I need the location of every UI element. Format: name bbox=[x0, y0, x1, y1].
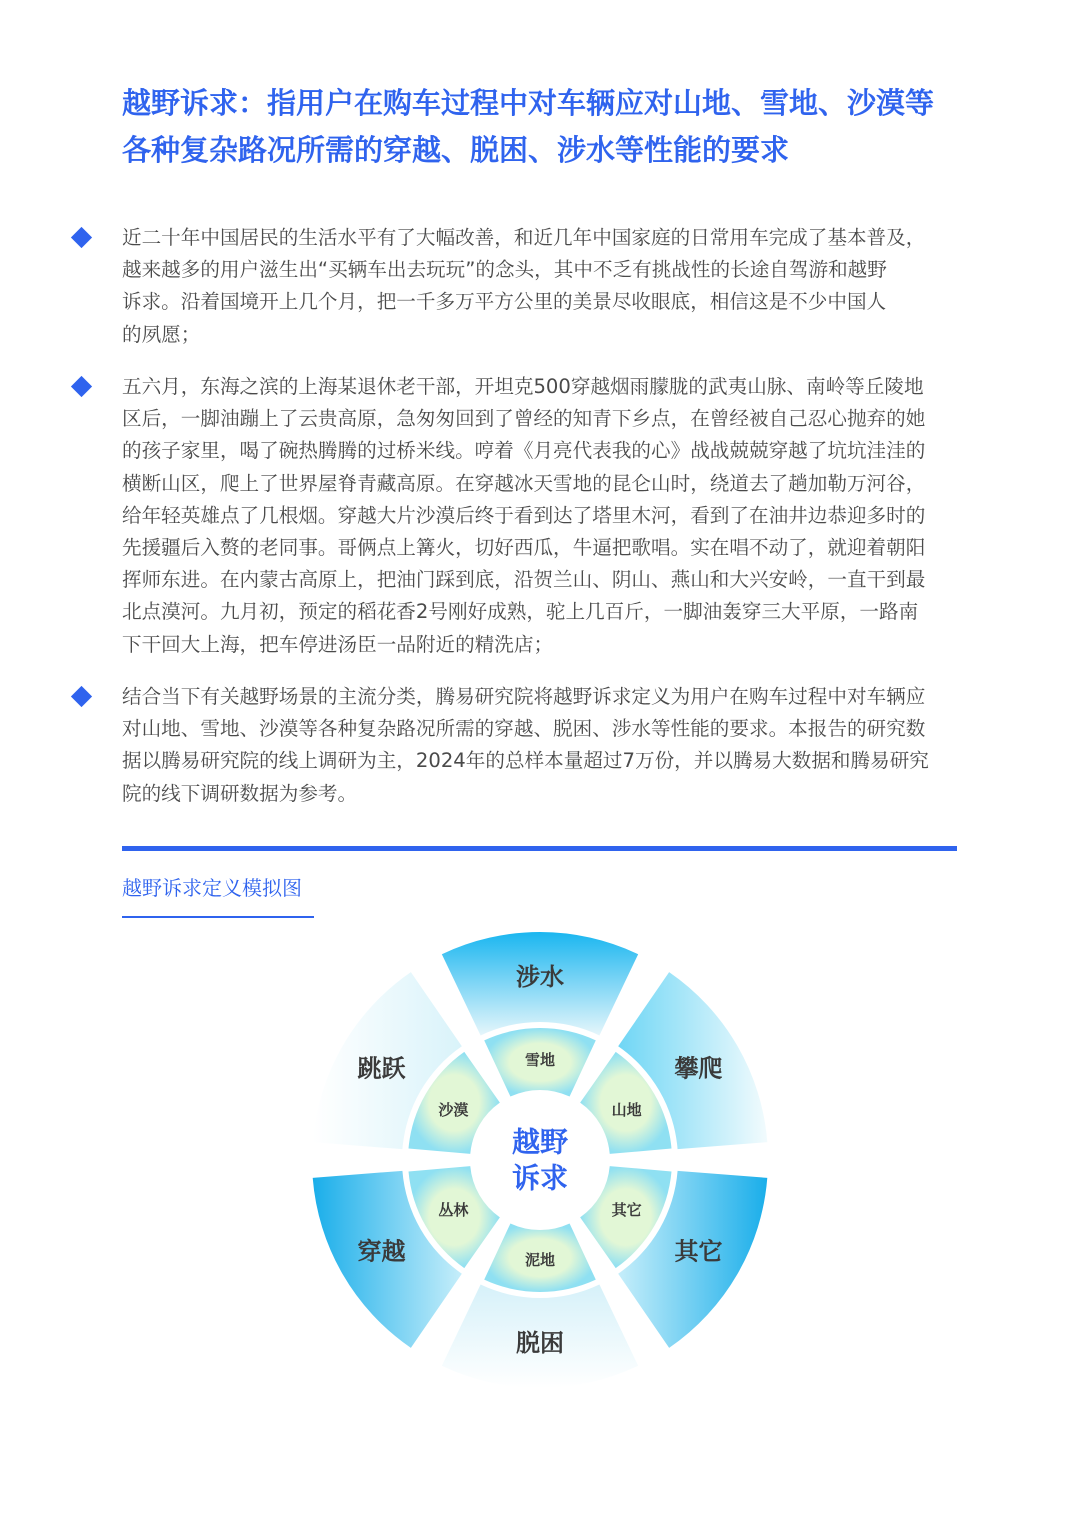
center-circle bbox=[473, 1093, 607, 1227]
title-line-2: 各种复杂路况所需的穿越、脱困、涉水等性能的要求 bbox=[122, 133, 790, 167]
figure-caption: 越野诉求定义模拟图 bbox=[122, 876, 302, 900]
outer-label: 涉水 bbox=[516, 963, 564, 991]
inner-label: 沙漠 bbox=[438, 1101, 469, 1119]
paragraph-line: 据以腾易研究院的线上调研为主，2024年的总样本量超过7万份，并以腾易大数据和腾易研究 bbox=[122, 749, 929, 773]
paragraph-line: 院的线下调研数据为参考。 bbox=[122, 781, 358, 805]
outer-label: 穿越 bbox=[357, 1237, 406, 1266]
paragraph-line: 下干回大上海，把车停进汤臣一品附近的精洗店； bbox=[122, 632, 554, 656]
inner-label: 泥地 bbox=[524, 1251, 556, 1269]
paragraph-line: 结合当下有关越野场景的主流分类，腾易研究院将越野诉求定义为用户在购车过程中对车辆应 bbox=[122, 685, 926, 708]
outer-label: 脱困 bbox=[516, 1329, 564, 1357]
paragraph-line: 挥师东进。在内蒙古高原上，把油门踩到底，沿贺兰山、阴山、燕山和大兴安岭，一直干到最 bbox=[122, 568, 926, 592]
paragraph-line: 横断山区，爬上了世界屋脊青藏高原。在穿越冰天雪地的昆仑山时，绕道去了趟加勒万河谷， bbox=[122, 471, 926, 495]
center-label: 越野 bbox=[511, 1125, 569, 1159]
paragraph-line: 近二十年中国居民的生活水平有了大幅改善，和近几年中国家庭的日常用车完成了基本普及， bbox=[122, 226, 926, 249]
paragraph-line: 北点漠河。九月初，预定的稻花香2号刚好成熟，驼上几百斤，一脚油轰穿三大平原，一路南 bbox=[122, 600, 919, 624]
paragraph-line: 的夙愿； bbox=[122, 322, 201, 346]
center-label: 诉求 bbox=[511, 1161, 569, 1195]
paragraph-line: 对山地、雪地、沙漠等各种复杂路况所需的穿越、脱困、涉水等性能的要求。本报告的研究数 bbox=[122, 717, 926, 741]
paragraph-line: 诉求。沿着国境开上几个月，把一千多万平方公里的美景尽收眼底，相信这是不少中国人 bbox=[122, 290, 887, 314]
title-line-1: 越野诉求：指用户在购车过程中对车辆应对山地、雪地、沙漠等 bbox=[122, 86, 935, 120]
outer-label: 跳跃 bbox=[357, 1054, 406, 1083]
paragraph-line: 区后，一脚油蹦上了云贵高原，急匆匆回到了曾经的知青下乡点，在曾经被自己忍心抛弃的她 bbox=[122, 407, 926, 431]
inner-label: 其它 bbox=[611, 1201, 642, 1219]
paragraph-line: 先援疆后入赘的老同事。哥俩点上篝火，切好西瓜，牛逼把歌唱。实在唱不动了，就迎着朝阳 bbox=[122, 536, 926, 560]
inner-label: 雪地 bbox=[524, 1051, 556, 1069]
paragraph-line: 的孩子家里，喝了碗热腾腾的过桥米线。哼着《月亮代表我的心》战战兢兢穿越了坑坑洼洼的 bbox=[122, 439, 926, 463]
paragraph-line: 五六月，东海之滨的上海某退休老干部，开坦克500穿越烟雨朦胧的武夷山脉、南岭等丘陵地 bbox=[122, 375, 924, 398]
paragraph-line: 给年轻英雄点了几根烟。穿越大片沙漠后终于看到达了塔里木河，看到了在油井边恭迎多时的 bbox=[122, 503, 926, 527]
inner-label: 山地 bbox=[611, 1101, 642, 1119]
paragraph-line: 越来越多的用户滋生出“买辆车出去玩玩”的念头，其中不乏有挑战性的长途自驾游和越野 bbox=[122, 258, 887, 282]
inner-label: 丛林 bbox=[438, 1201, 469, 1219]
outer-label: 攀爬 bbox=[674, 1054, 723, 1083]
outer-label: 其它 bbox=[674, 1237, 723, 1266]
